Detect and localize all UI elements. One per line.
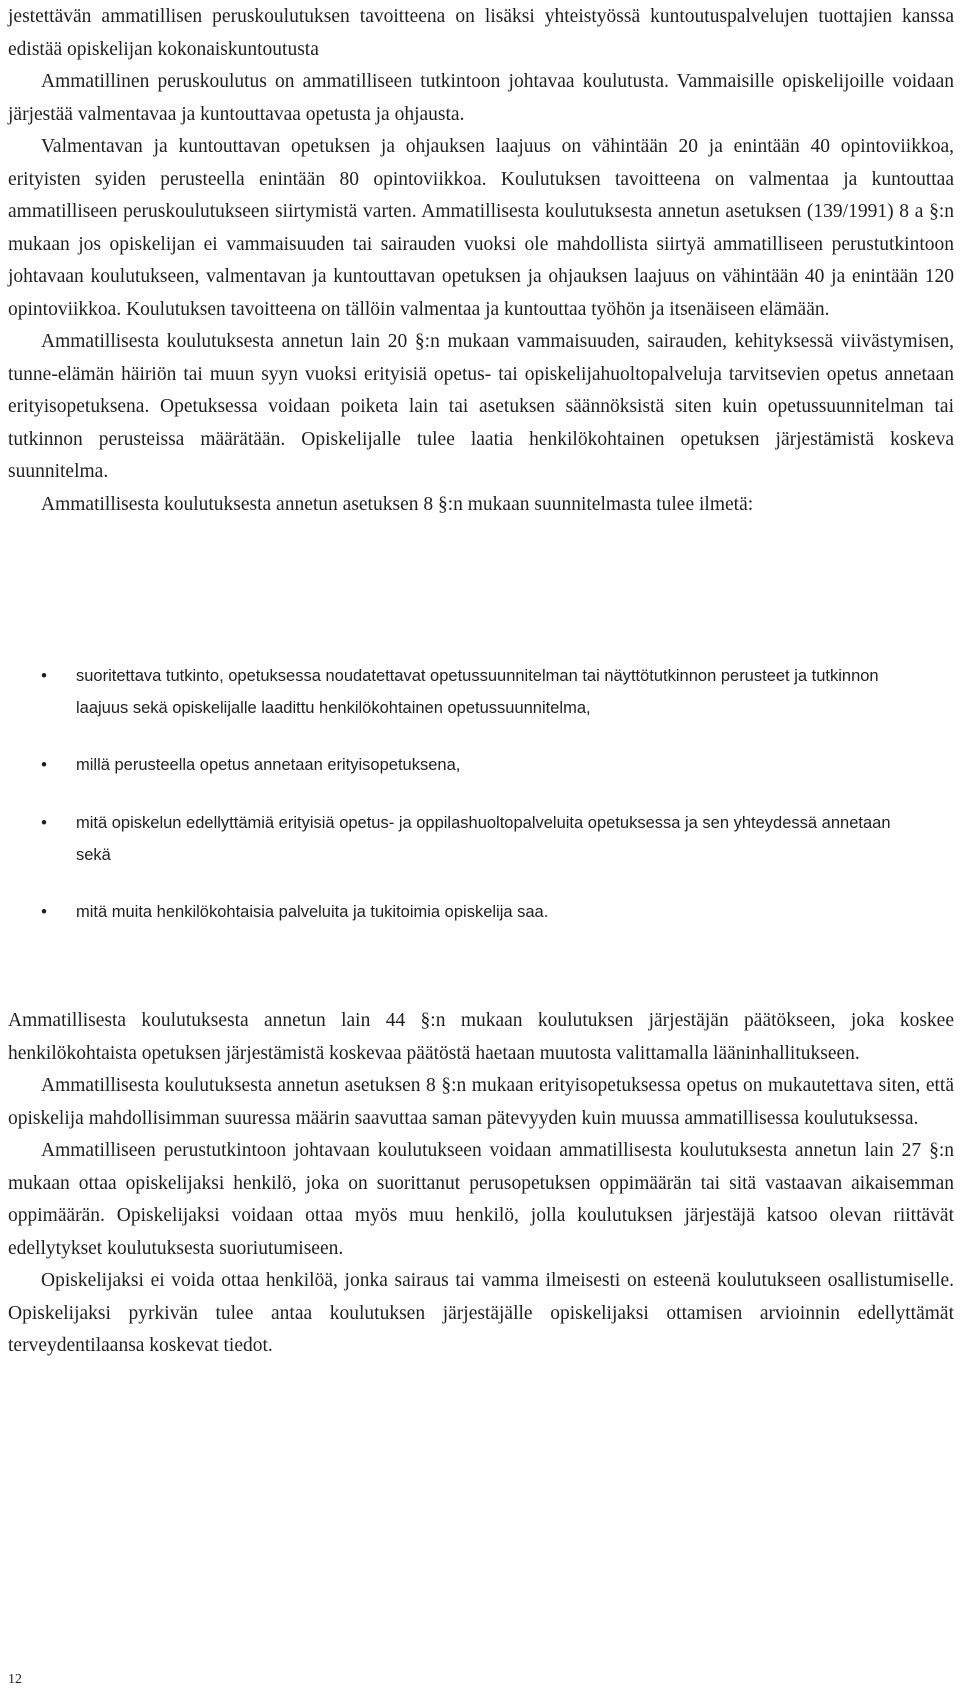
paragraph: Ammatillisesta koulutuksesta annetun lain 44 §:n mukaan koulutuksen järjestäjän päätökseen, joka koskee henkilökohtaista opetuksen järjestämistä koskevaa päätöstä haetaan muutosta valittamalla lääninhallitukseen. — [8, 1010, 954, 1064]
list-item — [38, 749, 918, 781]
body-text-top — [8, 1, 954, 521]
paragraph: Valmentavan ja kuntouttavan opetuksen ja ohjauksen laajuus on vähintään 20 ja enintään 40 opintoviikkoa, erityisten syiden perusteella enintään 80 opintoviikkoa. Koulutuksen tavoitteena on valmentaa ja kuntouttaa ammatilliseen peruskoulutukseen siirtymistä varten. Ammatillisesta koulutuksesta annetun asetuksen (139/1991) 8 a §:n mukaan jos opiskelijan ei vammaisuuden tai sairauden vuoksi ole mahdollista siirtyä ammatilliseen perustutkintoon johtavaan koulutukseen, valmentavan ja kuntouttavan opetuksen ja ohjauksen laajuus on vähintään 40 ja enintään 120 opintoviikkoa. Koulutuksen tavoitteena on tällöin valmentaa ja kuntouttaa työhön ja itsenäiseen elämään. — [8, 136, 954, 320]
list-item-text: millä perusteella opetus annetaan erityisopetuksena, — [76, 756, 461, 774]
list-item — [38, 896, 918, 928]
paragraph: Ammatillisesta koulutuksesta annetun asetuksen 8 §:n mukaan erityisopetuksessa opetus on mukautettava siten, että opiskelija mahdollisimman suuressa määrin saavuttaa saman pätevyyden kuin muussa ammatillisessa koulutuksessa. — [8, 1075, 954, 1129]
list-item-text: mitä muita henkilökohtaisia palveluita ja tukitoimia opiskelija saa. — [76, 903, 549, 921]
list-item — [38, 660, 918, 724]
bullet-list — [38, 660, 918, 928]
paragraph: Ammatilliseen perustutkintoon johtavaan koulutukseen voidaan ammatillisesta koulutuksesta annetun lain 27 §:n mukaan ottaa opiskelijaksi henkilö, joka on suorittanut perusopetuksen oppimäärän tai sitä vastaavan aikaisemman oppimäärän. Opiskelijaksi voidaan ottaa myös muu henkilö, jolla koulutuksen järjestäjä katsoo olevan riittävät edellytykset koulutuksesta suoriutumiseen. — [8, 1140, 954, 1259]
bullet-icon: • — [41, 756, 47, 774]
bullet-icon: • — [41, 814, 47, 832]
list-item-text: suoritettava tutkinto, opetuksessa noudatettavat opetussuunnitelman tai näyttötutkinnon perusteet ja tutkinnon laajuus sekä opiskelijalle laadittu henkilökohtainen opetussuunnitelma, — [76, 667, 879, 717]
bullet-icon: • — [41, 903, 47, 921]
page-number: 12 — [8, 1672, 22, 1687]
paragraph: Opiskelijaksi ei voida ottaa henkilöä, jonka sairaus tai vamma ilmeisesti on esteenä koulutukseen osallistumiselle. Opiskelijaksi pyrkivän tulee antaa koulutuksen järjestäjälle opiskelijaksi ottamisen arvioinnin edellyttämät terveydentilaansa koskevat tiedot. — [8, 1270, 954, 1356]
paragraph: jestettävän ammatillisen peruskoulutuksen tavoitteena on lisäksi yhteistyössä kuntoutuspalvelujen tuottajien kanssa edistää opiskelijan kokonaiskuntoutusta — [8, 6, 954, 60]
list-item — [38, 807, 918, 871]
paragraph: Ammatillinen peruskoulutus on ammatilliseen tutkintoon johtavaa koulutusta. Vammaisille opiskelijoille voidaan järjestää valmentavaa ja kuntouttavaa opetusta ja ohjausta. — [8, 71, 954, 125]
bullet-icon: • — [41, 667, 47, 685]
paragraph: Ammatillisesta koulutuksesta annetun lain 20 §:n mukaan vammaisuuden, sairauden, kehityksessä viivästymisen, tunne-elämän häiriön tai muun syyn vuoksi erityisiä opetus- tai opiskelijahuoltopalveluja tarvitsevien opetus annetaan erityisopetuksena. Opetuksessa voidaan poiketa lain tai asetuksen säännöksistä siten kuin opetussuunnitelman tai tutkinnon perusteissa määrätään. Opiskelijalle tulee laatia henkilökohtainen opetuksen järjestämistä koskeva suunnitelma. — [8, 331, 954, 482]
body-text-bottom — [8, 1005, 954, 1363]
paragraph: Ammatillisesta koulutuksesta annetun asetuksen 8 §:n mukaan suunnitelmasta tulee ilmetä: — [41, 493, 754, 515]
list-item-text: mitä opiskelun edellyttämiä erityisiä opetus- ja oppilashuoltopalveluita opetuksessa ja sen yhteydessä annetaan sekä — [76, 814, 891, 864]
